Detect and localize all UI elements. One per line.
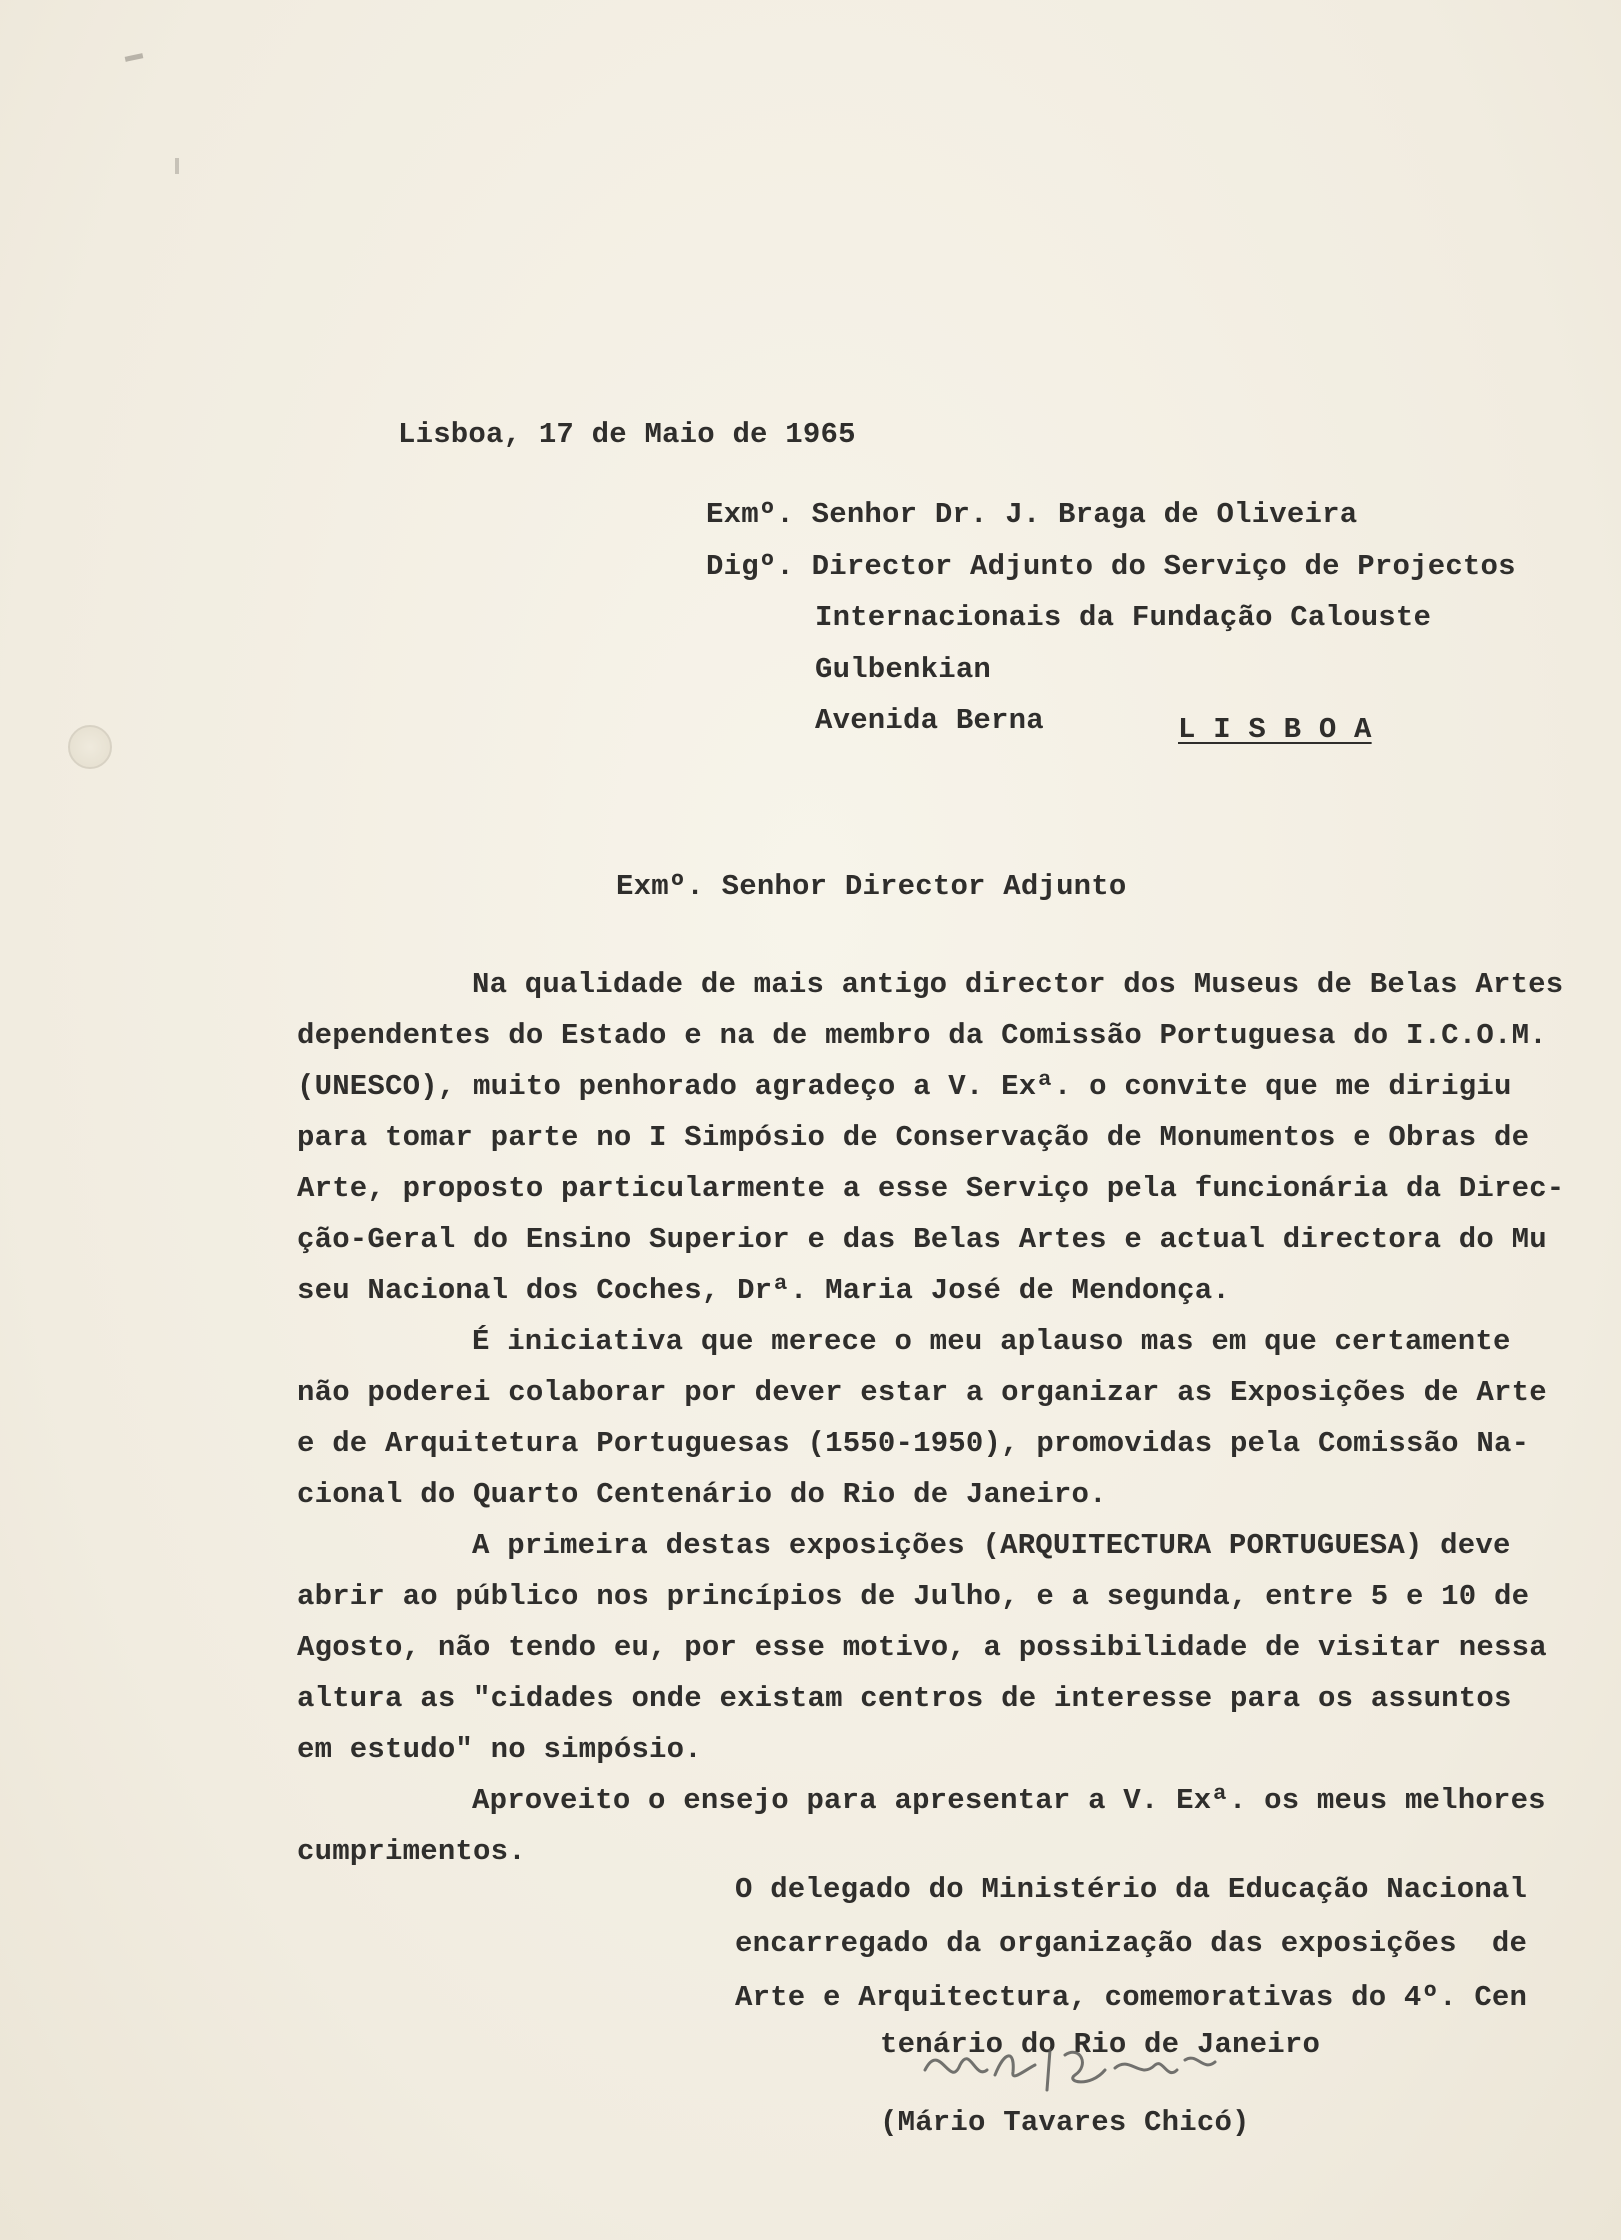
body-line: ção-Geral do Ensino Superior e das Belas Artes e actual directora do Mu: [297, 1223, 1547, 1256]
body-line: em estudo" no simpósio.: [297, 1733, 702, 1766]
body-line: cional do Quarto Centenário do Rio de Janeiro.: [297, 1478, 1107, 1511]
punch-hole: [68, 725, 112, 769]
closing-line: encarregado da organização das exposições de: [735, 1927, 1528, 1960]
paper-mark: [125, 53, 144, 62]
body-line: Na qualidade de mais antigo director dos Museus de Belas Artes: [472, 968, 1564, 1001]
body-line: Agosto, não tendo eu, por esse motivo, a possibilidade de visitar nessa: [297, 1631, 1547, 1664]
salutation: Exmº. Senhor Director Adjunto: [616, 870, 1127, 903]
date-line: Lisboa, 17 de Maio de 1965: [398, 418, 856, 451]
body-line: e de Arquitetura Portuguesas (1550-1950), promovidas pela Comissão Na-: [297, 1427, 1530, 1460]
body-line: Arte, proposto particularmente a esse Serviço pela funcionária da Direc-: [297, 1172, 1565, 1205]
body-line: abrir ao público nos princípios de Julho, e a segunda, entre 5 e 10 de: [297, 1580, 1530, 1613]
body-line: (UNESCO), muito penhorado agradeço a V. Exª. o convite que me dirigiu: [297, 1070, 1512, 1103]
paper-mark: [175, 158, 179, 174]
addressee-city: L I S B O A: [1178, 713, 1372, 746]
closing-line: O delegado do Ministério da Educação Nacional: [735, 1873, 1528, 1906]
body-line: cumprimentos.: [297, 1835, 526, 1868]
body-line: para tomar parte no I Simpósio de Conservação de Monumentos e Obras de: [297, 1121, 1530, 1154]
handwritten-signature: [915, 2010, 1315, 2120]
body-line: Aproveito o ensejo para apresentar a V. Exª. os meus melhores: [472, 1784, 1546, 1817]
body-line: A primeira destas exposições (ARQUITECTURA PORTUGUESA) deve: [472, 1529, 1511, 1562]
body-line: não poderei colaborar por dever estar a organizar as Exposições de Arte: [297, 1376, 1547, 1409]
body-line: seu Nacional dos Coches, Drª. Maria José de Mendonça.: [297, 1274, 1230, 1307]
addressee-line-5: Avenida Berna: [815, 704, 1044, 737]
addressee-line-1: Exmº. Senhor Dr. J. Braga de Oliveira: [706, 498, 1358, 531]
closing-line: Arte e Arquitectura, comemorativas do 4º. Cen: [735, 1981, 1528, 2014]
addressee-line-4: Gulbenkian: [815, 653, 992, 686]
addressee-line-3: Internacionais da Fundação Calouste: [815, 601, 1432, 634]
closing-line: tenário do Rio de Janeiro: [880, 2028, 1321, 2061]
body-line: dependentes do Estado e na de membro da Comissão Portuguesa do I.C.O.M.: [297, 1019, 1547, 1052]
addressee-line-2: Digº. Director Adjunto do Serviço de Projectos: [706, 550, 1516, 583]
body-line: É iniciativa que merece o meu aplauso mas em que certamente: [472, 1325, 1511, 1358]
body-line: altura as "cidades onde existam centros de interesse para os assuntos: [297, 1682, 1512, 1715]
signatory-name: (Mário Tavares Chicó): [880, 2106, 1250, 2139]
